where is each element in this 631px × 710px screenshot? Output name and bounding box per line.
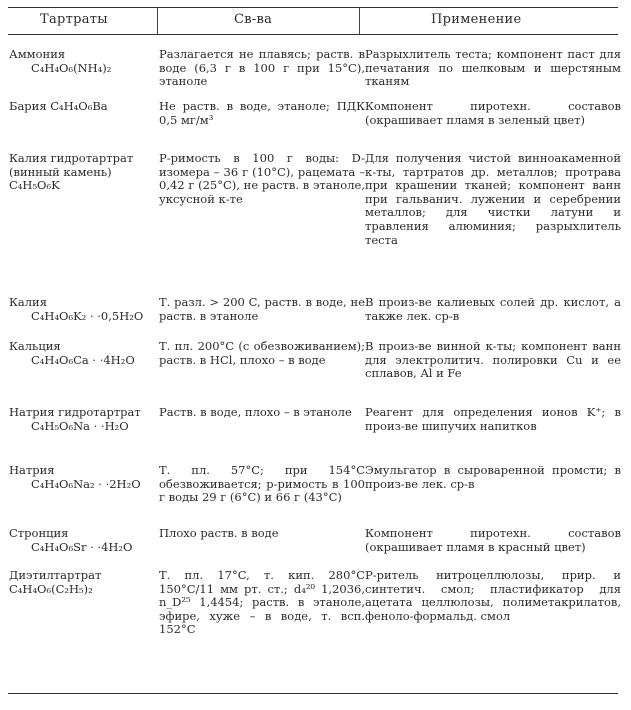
compound-name: Бария C₄H₄O₆Ba (9, 99, 108, 113)
compound-properties: Т. пл. 17°C, т. кип. 280°C 150°C/11 мм рт. ст.; d₄²⁰ 1,2036, n_D²⁵ 1,4454; раств. в этаноле, эфире, хуже – в воде, т. всп. 152°C (159, 568, 365, 637)
table-row (9, 527, 621, 569)
header-divider-2 (359, 8, 360, 34)
compound-name: Натрия гидротартрат (9, 405, 141, 419)
compound-name: Калия (9, 295, 47, 309)
table-row (9, 569, 621, 669)
top-rule (8, 7, 618, 8)
table-row (9, 340, 621, 406)
compound-formula: C₄H₄O₆(NH₄)₂ (31, 60, 112, 75)
compound-name: Аммония (9, 47, 66, 61)
compound-name: Диэтилтартрат C₄H₄O₆(C₂H₅)₂ (9, 568, 102, 596)
header-col-tartrates: Тартраты (40, 12, 108, 27)
tartrates-table (9, 48, 621, 669)
compound-application: Разрыхлитель теста; компонент паст для печатания по шелковым и шерстяным тканям (365, 47, 621, 89)
compound-properties: Не раств. в воде, этаноле; ПДК 0,5 мг/м³ (159, 99, 365, 127)
compound-formula: C₄H₅O₆Na · ·H₂O (31, 418, 129, 433)
compound-properties: Плохо раств. в воде (159, 526, 279, 540)
compound-formula: C₄H₄O₆K₂ · ·0,5H₂O (31, 308, 144, 323)
compound-formula: C₄H₄O₆Sr · ·4H₂O (31, 539, 133, 554)
header-col-properties: Св-ва (234, 12, 273, 27)
header-rule (8, 34, 618, 35)
table-row (9, 464, 621, 527)
compound-properties: Разлагается не плавясь; раств. в воде (6,3 г в 100 г при 15°C), этаноле (159, 47, 365, 89)
table-row (9, 152, 621, 296)
compound-properties: Т. пл. 200°C (с обезвоживанием); раств. в HCl, плохо – в воде (159, 339, 365, 367)
compound-application: В произ-ве калиевых солей др. кислот, а также лек. ср-в (365, 295, 621, 323)
compound-formula: C₄H₄O₆Na₂ · ·2H₂O (31, 476, 141, 491)
compound-application: Компонент пиротехн. составов (окрашивает пламя в зеленый цвет) (365, 99, 621, 127)
header-col-application: Применение (431, 12, 522, 27)
table-row (9, 406, 621, 464)
compound-application: Р-ритель нитроцеллюлозы, прир. и синтетич. смол; пластификатор для ацетата целлюлозы, полиметакрилатов, феноло-формальд. смол (365, 568, 621, 623)
compound-application: Компонент пиротехн. составов (окрашивает пламя в красный цвет) (365, 526, 621, 554)
compound-application: В произ-ве винной к-ты; компонент ванн для электролитич. полировки Cu и ее сплавов, Al и Fe (365, 339, 621, 381)
compound-properties: Р-римость в 100 г воды: D-изомера – 36 г (10°C), рацемата – 0,42 г (25°C), не раств. в этаноле, уксусной к-те (159, 151, 365, 206)
header-divider-1 (157, 8, 158, 34)
table-row (9, 100, 621, 152)
compound-name: Стронция (9, 526, 69, 540)
compound-application: Реагент для определения ионов K⁺; в произ-ве шипучих напитков (365, 405, 621, 433)
bottom-rule (8, 693, 618, 694)
table-row (9, 48, 621, 100)
compound-name: Натрия (9, 463, 55, 477)
compound-application: Эмульгатор в сыроваренной промсти; в произ-ве лек. ср-в (365, 463, 621, 491)
compound-properties: Т. разл. > 200 C, раств. в воде, не раств. в этаноле (159, 295, 365, 323)
compound-application: Для получения чистой винноакаменной к-ты, тартратов др. металлов; протрава при крашении тканей; компонент ванн при гальванич. лужении и серебрении металлов; для чистки латуни и травления алюминия; разрыхлитель теста (365, 151, 621, 247)
compound-formula: C₄H₄O₆Ca · ·4H₂O (31, 352, 135, 367)
compound-properties: Т. пл. 57°C; при 154°C обезвоживается; р-римость в 100 г воды 29 г (6°C) и 66 г (43°C) (159, 463, 365, 505)
compound-name: Кальция (9, 339, 61, 353)
compound-name: Калия гидротартрат (винный камень) C₄H₅O₆K (9, 151, 134, 193)
compound-properties: Раств. в воде, плохо – в этаноле (159, 405, 352, 419)
table-row (9, 296, 621, 340)
